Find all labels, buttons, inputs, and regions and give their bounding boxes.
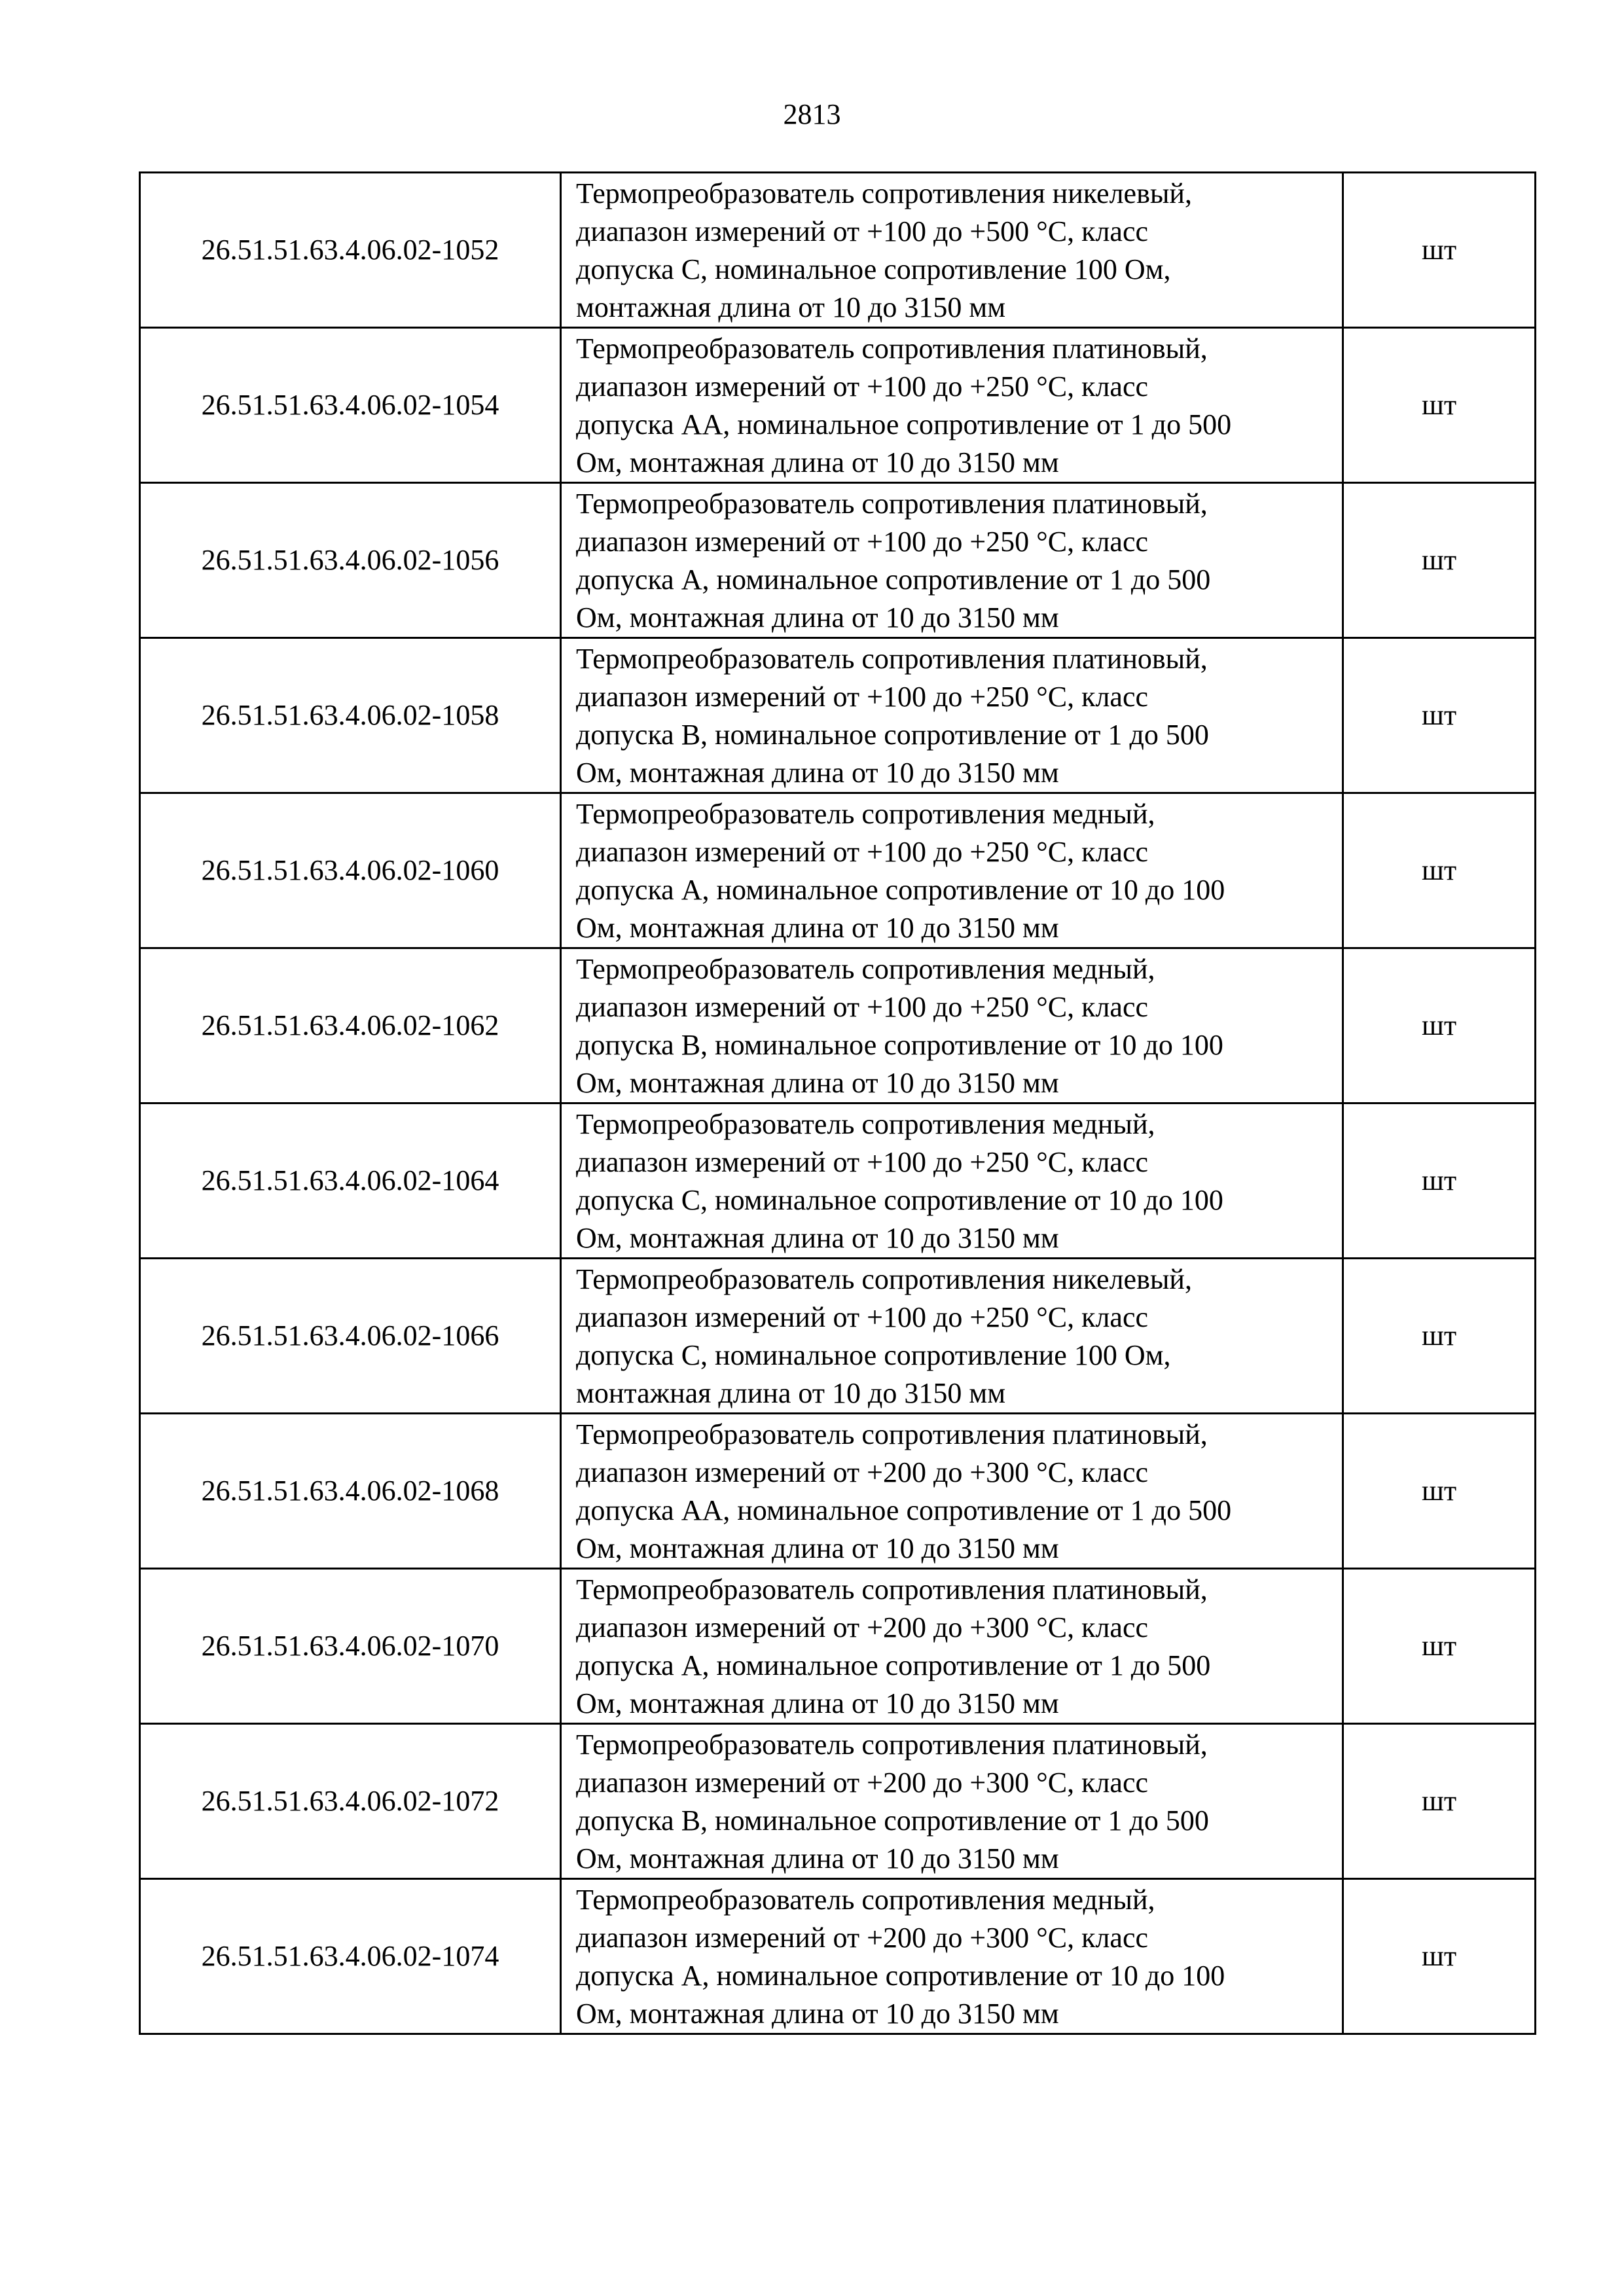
description-line: Ом, монтажная длина от 10 до 3150 мм	[576, 912, 1059, 944]
item-code: 26.51.51.63.4.06.02-1072	[140, 1724, 561, 1879]
item-code: 26.51.51.63.4.06.02-1074	[140, 1879, 561, 2034]
item-description	[561, 1259, 1343, 1414]
item-description	[561, 1879, 1343, 2034]
description-line: Ом, монтажная длина от 10 до 3150 мм	[576, 1067, 1059, 1099]
description-line: допуска А, номинальное сопротивление от 1 до 500	[576, 1649, 1211, 1681]
description-line: допуска АА, номинальное сопротивление от 1 до 500	[576, 1494, 1232, 1526]
page-number: 2813	[783, 98, 841, 130]
description-line: Ом, монтажная длина от 10 до 3150 мм	[576, 757, 1059, 789]
table-body	[140, 173, 1536, 2034]
item-code: 26.51.51.63.4.06.02-1054	[140, 328, 561, 483]
item-unit: шт	[1343, 793, 1536, 948]
item-description	[561, 328, 1343, 483]
item-code: 26.51.51.63.4.06.02-1056	[140, 483, 561, 638]
description-line: монтажная длина от 10 до 3150 мм	[576, 291, 1006, 323]
item-code: 26.51.51.63.4.06.02-1070	[140, 1569, 561, 1724]
description-line: диапазон измерений от +100 до +250 °С, класс	[576, 370, 1149, 403]
table-row	[140, 638, 1536, 793]
item-description	[561, 638, 1343, 793]
description-line: Ом, монтажная длина от 10 до 3150 мм	[576, 1222, 1059, 1254]
table-row	[140, 1569, 1536, 1724]
description-line: допуска АА, номинальное сопротивление от 1 до 500	[576, 408, 1232, 440]
description-line: Термопреобразователь сопротивления никелевый,	[576, 177, 1192, 209]
item-unit: шт	[1343, 173, 1536, 328]
table-row	[140, 1879, 1536, 2034]
description-line: Термопреобразователь сопротивления платиновый,	[576, 1418, 1208, 1450]
item-description	[561, 483, 1343, 638]
table-row	[140, 1103, 1536, 1259]
item-code: 26.51.51.63.4.06.02-1066	[140, 1259, 561, 1414]
description-line: допуска В, номинальное сопротивление от 10 до 100	[576, 1029, 1223, 1061]
item-code: 26.51.51.63.4.06.02-1058	[140, 638, 561, 793]
item-description	[561, 948, 1343, 1103]
table-row	[140, 793, 1536, 948]
description-line: Термопреобразователь сопротивления никелевый,	[576, 1263, 1192, 1295]
description-line: Термопреобразователь сопротивления платиновый,	[576, 1573, 1208, 1605]
item-description	[561, 1724, 1343, 1879]
description-line: Термопреобразователь сопротивления платиновый,	[576, 488, 1208, 520]
item-description	[561, 1103, 1343, 1259]
description-line: Термопреобразователь сопротивления платиновый,	[576, 643, 1208, 675]
item-unit: шт	[1343, 1724, 1536, 1879]
description-line: Ом, монтажная длина от 10 до 3150 мм	[576, 1532, 1059, 1564]
catalog-table	[139, 171, 1536, 2035]
item-unit: шт	[1343, 638, 1536, 793]
description-line: диапазон измерений от +200 до +300 °С, класс	[576, 1456, 1149, 1488]
description-line: допуска С, номинальное сопротивление 100 Ом,	[576, 1339, 1171, 1371]
description-line: Термопреобразователь сопротивления медный,	[576, 953, 1155, 985]
item-description	[561, 793, 1343, 948]
table-row	[140, 948, 1536, 1103]
description-line: диапазон измерений от +200 до +300 °С, класс	[576, 1611, 1149, 1643]
item-unit: шт	[1343, 1879, 1536, 2034]
description-line: диапазон измерений от +100 до +500 °С, класс	[576, 215, 1149, 247]
item-code: 26.51.51.63.4.06.02-1062	[140, 948, 561, 1103]
item-unit: шт	[1343, 328, 1536, 483]
item-unit: шт	[1343, 1569, 1536, 1724]
description-line: диапазон измерений от +100 до +250 °С, класс	[576, 1146, 1149, 1178]
description-line: диапазон измерений от +100 до +250 °С, класс	[576, 991, 1149, 1023]
table-row	[140, 1414, 1536, 1569]
description-line: Термопреобразователь сопротивления платиновый,	[576, 332, 1208, 365]
item-unit: шт	[1343, 1414, 1536, 1569]
description-line: диапазон измерений от +100 до +250 °С, класс	[576, 526, 1149, 558]
description-line: допуска А, номинальное сопротивление от 10 до 100	[576, 874, 1225, 906]
description-line: Термопреобразователь сопротивления медный,	[576, 1108, 1155, 1140]
item-code: 26.51.51.63.4.06.02-1068	[140, 1414, 561, 1569]
item-description	[561, 173, 1343, 328]
table-row	[140, 328, 1536, 483]
description-line: допуска С, номинальное сопротивление от 10 до 100	[576, 1184, 1223, 1216]
description-line: монтажная длина от 10 до 3150 мм	[576, 1377, 1006, 1409]
item-unit: шт	[1343, 1259, 1536, 1414]
item-code: 26.51.51.63.4.06.02-1060	[140, 793, 561, 948]
item-unit: шт	[1343, 483, 1536, 638]
description-line: Ом, монтажная длина от 10 до 3150 мм	[576, 1998, 1059, 2030]
description-line: Ом, монтажная длина от 10 до 3150 мм	[576, 446, 1059, 478]
description-line: допуска В, номинальное сопротивление от 1 до 500	[576, 1804, 1209, 1837]
description-line: диапазон измерений от +100 до +250 °С, класс	[576, 836, 1149, 868]
item-unit: шт	[1343, 948, 1536, 1103]
item-description	[561, 1414, 1343, 1569]
table-row	[140, 1259, 1536, 1414]
item-unit: шт	[1343, 1103, 1536, 1259]
description-line: Ом, монтажная длина от 10 до 3150 мм	[576, 601, 1059, 634]
item-code: 26.51.51.63.4.06.02-1052	[140, 173, 561, 328]
description-line: диапазон измерений от +200 до +300 °С, класс	[576, 1922, 1149, 1954]
description-line: Термопреобразователь сопротивления медный,	[576, 1884, 1155, 1916]
table-row	[140, 483, 1536, 638]
item-description	[561, 1569, 1343, 1724]
description-line: Ом, монтажная длина от 10 до 3150 мм	[576, 1687, 1059, 1719]
description-line: диапазон измерений от +100 до +250 °С, класс	[576, 1301, 1149, 1333]
description-line: допуска А, номинальное сопротивление от 10 до 100	[576, 1960, 1225, 1992]
item-code: 26.51.51.63.4.06.02-1064	[140, 1103, 561, 1259]
description-line: Термопреобразователь сопротивления платиновый,	[576, 1729, 1208, 1761]
description-line: допуска С, номинальное сопротивление 100 Ом,	[576, 253, 1171, 285]
description-line: Термопреобразователь сопротивления медный,	[576, 798, 1155, 830]
description-line: диапазон измерений от +100 до +250 °С, класс	[576, 681, 1149, 713]
description-line: допуска А, номинальное сопротивление от 1 до 500	[576, 564, 1211, 596]
table-row	[140, 1724, 1536, 1879]
description-line: допуска В, номинальное сопротивление от 1 до 500	[576, 719, 1209, 751]
description-line: диапазон измерений от +200 до +300 °С, класс	[576, 1767, 1149, 1799]
table-row	[140, 173, 1536, 328]
description-line: Ом, монтажная длина от 10 до 3150 мм	[576, 1842, 1059, 1874]
